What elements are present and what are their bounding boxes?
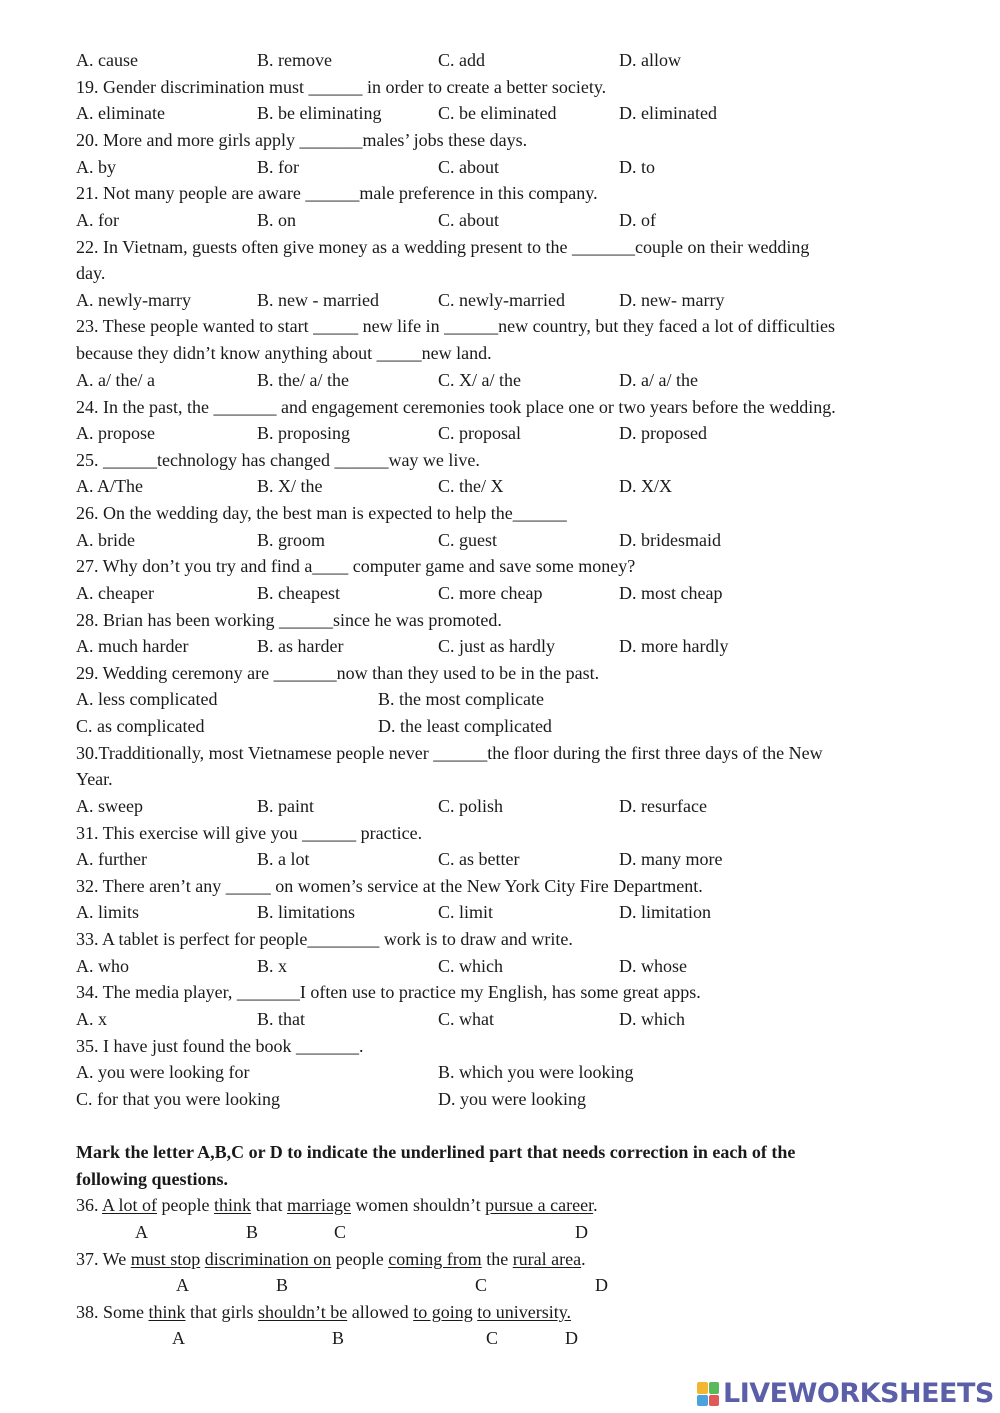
q36-underline-a: A lot of bbox=[102, 1195, 158, 1215]
q22-option-c: C. newly-married bbox=[438, 290, 565, 310]
q31-option-a: A. further bbox=[76, 849, 147, 869]
q36-text: . bbox=[593, 1195, 598, 1215]
q34-question: 34. The media player, _______I often use to practice my English, has some great apps. bbox=[76, 982, 701, 1002]
q27-option-c: C. more cheap bbox=[438, 583, 543, 603]
q20-option-c: C. about bbox=[438, 157, 499, 177]
q26-question: 26. On the wedding day, the best man is expected to help the______ bbox=[76, 503, 567, 523]
q22-question: 22. In Vietnam, guests often give money as a wedding present to the _______couple on their wedding bbox=[76, 237, 810, 257]
q33-option-a: A. who bbox=[76, 956, 129, 976]
q31-question: 31. This exercise will give you ______ practice. bbox=[76, 823, 423, 843]
q38-text: that girls bbox=[185, 1302, 259, 1322]
q37-underline-a: must stop bbox=[130, 1249, 201, 1269]
q37-text: people bbox=[331, 1249, 389, 1269]
q27-option-a: A. cheaper bbox=[76, 583, 154, 603]
q18-option-c: C. add bbox=[438, 50, 485, 70]
q35-option-a: A. you were looking for bbox=[76, 1062, 250, 1082]
q21-option-b: B. on bbox=[257, 210, 297, 230]
q20-question: 20. More and more girls apply _______males’ jobs these days. bbox=[76, 130, 528, 150]
section-instruction-cont: following questions. bbox=[76, 1169, 229, 1189]
q30-option-a: A. sweep bbox=[76, 796, 143, 816]
q19-question: 19. Gender discrimination must ______ in order to create a better society. bbox=[76, 77, 607, 97]
q26-option-b: B. groom bbox=[257, 530, 326, 550]
q34-option-d: D. which bbox=[619, 1009, 685, 1029]
q38-question bbox=[76, 1301, 571, 1323]
q24-question: 24. In the past, the _______ and engagement ceremonies took place one or two years before the wedding. bbox=[76, 397, 836, 417]
q36-text: 36. bbox=[76, 1195, 103, 1215]
q21-question: 21. Not many people are aware ______male preference in this company. bbox=[76, 183, 598, 203]
q25-question: 25. ______technology has changed ______way we live. bbox=[76, 450, 480, 470]
q37-letter-a: A bbox=[176, 1275, 189, 1295]
q19-option-c: C. be eliminated bbox=[438, 103, 557, 123]
q36-letter-d: D bbox=[575, 1222, 588, 1242]
q24-option-d: D. proposed bbox=[619, 423, 707, 443]
q37-letter-c: C bbox=[475, 1275, 488, 1295]
q33-option-d: D. whose bbox=[619, 956, 687, 976]
q37-underline-b: discrimination on bbox=[204, 1249, 332, 1269]
q38-letter-b: B bbox=[332, 1328, 345, 1348]
q23-question: 23. These people wanted to start _____ new life in ______new country, but they faced a lot of difficulties bbox=[76, 316, 835, 336]
q37-text: the bbox=[481, 1249, 513, 1269]
q36-text: women shouldn’t bbox=[351, 1195, 486, 1215]
q21-option-d: D. of bbox=[619, 210, 656, 230]
q19-option-b: B. be eliminating bbox=[257, 103, 382, 123]
q36-letter-c: C bbox=[334, 1222, 347, 1242]
q24-option-b: B. proposing bbox=[257, 423, 351, 443]
q32-option-d: D. limitation bbox=[619, 902, 711, 922]
q28-question: 28. Brian has been working ______since he was promoted. bbox=[76, 610, 502, 630]
q30-question: 30.Tradditionally, most Vietnamese people never ______the floor during the first three days of the New bbox=[76, 743, 823, 763]
q25-option-d: D. X/X bbox=[619, 476, 672, 496]
q36-letter-a: A bbox=[135, 1222, 148, 1242]
q35-question: 35. I have just found the book _______. bbox=[76, 1036, 364, 1056]
q20-option-a: A. by bbox=[76, 157, 116, 177]
q38-letter-a: A bbox=[172, 1328, 185, 1348]
q23-option-a: A. a/ the/ a bbox=[76, 370, 155, 390]
q34-option-c: C. what bbox=[438, 1009, 494, 1029]
logo-block bbox=[709, 1382, 720, 1394]
q36-underline-d: pursue a career bbox=[485, 1195, 594, 1215]
q30-question-cont: Year. bbox=[76, 769, 113, 789]
logo-block bbox=[709, 1395, 720, 1407]
q28-option-d: D. more hardly bbox=[619, 636, 729, 656]
q34-option-b: B. that bbox=[257, 1009, 305, 1029]
q22-option-a: A. newly-marry bbox=[76, 290, 191, 310]
q19-option-a: A. eliminate bbox=[76, 103, 165, 123]
q18-option-b: B. remove bbox=[257, 50, 332, 70]
logo-block bbox=[697, 1382, 708, 1394]
q38-underline-d: to university. bbox=[477, 1302, 572, 1322]
q36-underline-b: think bbox=[214, 1195, 252, 1215]
q33-question: 33. A tablet is perfect for people________ work is to draw and write. bbox=[76, 929, 573, 949]
q36-text: that bbox=[251, 1195, 288, 1215]
logo-mark-icon bbox=[697, 1382, 719, 1406]
q30-option-d: D. resurface bbox=[619, 796, 707, 816]
q36-letter-b: B bbox=[246, 1222, 259, 1242]
q28-option-c: C. just as hardly bbox=[438, 636, 555, 656]
logo-block bbox=[697, 1395, 708, 1407]
q20-option-b: B. for bbox=[257, 157, 299, 177]
q25-option-b: B. X/ the bbox=[257, 476, 323, 496]
q29-question: 29. Wedding ceremony are _______now than they used to be in the past. bbox=[76, 663, 600, 683]
q18-option-d: D. allow bbox=[619, 50, 681, 70]
q26-option-c: C. guest bbox=[438, 530, 498, 550]
q27-option-b: B. cheapest bbox=[257, 583, 340, 603]
q29-option-a: A. less complicated bbox=[76, 689, 218, 709]
q25-option-a: A. A/The bbox=[76, 476, 143, 496]
q32-question: 32. There aren’t any _____ on women’s service at the New York City Fire Department. bbox=[76, 876, 703, 896]
q33-option-c: C. which bbox=[438, 956, 503, 976]
q38-letter-c: C bbox=[486, 1328, 499, 1348]
q32-option-b: B. limitations bbox=[257, 902, 356, 922]
q31-option-c: C. as better bbox=[438, 849, 520, 869]
q26-option-a: A. bride bbox=[76, 530, 135, 550]
q30-option-c: C. polish bbox=[438, 796, 504, 816]
q30-option-b: B. paint bbox=[257, 796, 314, 816]
q21-option-a: A. for bbox=[76, 210, 119, 230]
q38-letter-d: D bbox=[565, 1328, 578, 1348]
q35-option-c: C. for that you were looking bbox=[76, 1089, 280, 1109]
q37-text: 37. We bbox=[76, 1249, 131, 1269]
q37-underline-c: coming from bbox=[388, 1249, 482, 1269]
q31-option-b: B. a lot bbox=[257, 849, 310, 869]
q38-underline-b: shouldn’t be bbox=[258, 1302, 348, 1322]
q23-question-cont: because they didn’t know anything about _____new land. bbox=[76, 343, 492, 363]
logo-text: LIVEWORKSHEETS bbox=[723, 1378, 994, 1409]
q22-question-cont: day. bbox=[76, 263, 106, 283]
q33-option-b: B. x bbox=[257, 956, 288, 976]
liveworksheets-logo bbox=[697, 1378, 994, 1410]
q38-text: allowed bbox=[347, 1302, 414, 1322]
q37-underline-d: rural area bbox=[512, 1249, 582, 1269]
q20-option-d: D. to bbox=[619, 157, 655, 177]
q35-option-b: B. which you were looking bbox=[438, 1062, 634, 1082]
q18-option-a: A. cause bbox=[76, 50, 138, 70]
q24-option-c: C. proposal bbox=[438, 423, 521, 443]
q23-option-b: B. the/ a/ the bbox=[257, 370, 349, 390]
q38-underline-a: think bbox=[148, 1302, 186, 1322]
q36-question bbox=[76, 1194, 598, 1216]
q37-text: . bbox=[581, 1249, 586, 1269]
q22-option-b: B. new - married bbox=[257, 290, 379, 310]
q28-option-b: B. as harder bbox=[257, 636, 344, 656]
q21-option-c: C. about bbox=[438, 210, 499, 230]
q27-question: 27. Why don’t you try and find a____ computer game and save some money? bbox=[76, 556, 636, 576]
q37-letter-b: B bbox=[276, 1275, 289, 1295]
q29-option-b: B. the most complicate bbox=[378, 689, 544, 709]
section-instruction: Mark the letter A,B,C or D to indicate the underlined part that needs correction in each of the bbox=[76, 1142, 796, 1162]
q31-option-d: D. many more bbox=[619, 849, 723, 869]
q32-option-c: C. limit bbox=[438, 902, 494, 922]
q22-option-d: D. new- marry bbox=[619, 290, 725, 310]
q29-option-d: D. the least complicated bbox=[378, 716, 552, 736]
q25-option-c: C. the/ X bbox=[438, 476, 504, 496]
q35-option-d: D. you were looking bbox=[438, 1089, 586, 1109]
q37-letter-d: D bbox=[595, 1275, 608, 1295]
q36-text: people bbox=[157, 1195, 215, 1215]
q38-underline-c: to going bbox=[413, 1302, 473, 1322]
q27-option-d: D. most cheap bbox=[619, 583, 723, 603]
q38-text: 38. Some bbox=[76, 1302, 149, 1322]
q23-option-d: D. a/ a/ the bbox=[619, 370, 698, 390]
q37-question bbox=[76, 1248, 586, 1270]
q24-option-a: A. propose bbox=[76, 423, 155, 443]
q23-option-c: C. X/ a/ the bbox=[438, 370, 521, 390]
q32-option-a: A. limits bbox=[76, 902, 140, 922]
q34-option-a: A. x bbox=[76, 1009, 107, 1029]
q28-option-a: A. much harder bbox=[76, 636, 189, 656]
q26-option-d: D. bridesmaid bbox=[619, 530, 721, 550]
q19-option-d: D. eliminated bbox=[619, 103, 717, 123]
q36-underline-c: marriage bbox=[287, 1195, 351, 1215]
q29-option-c: C. as complicated bbox=[76, 716, 205, 736]
